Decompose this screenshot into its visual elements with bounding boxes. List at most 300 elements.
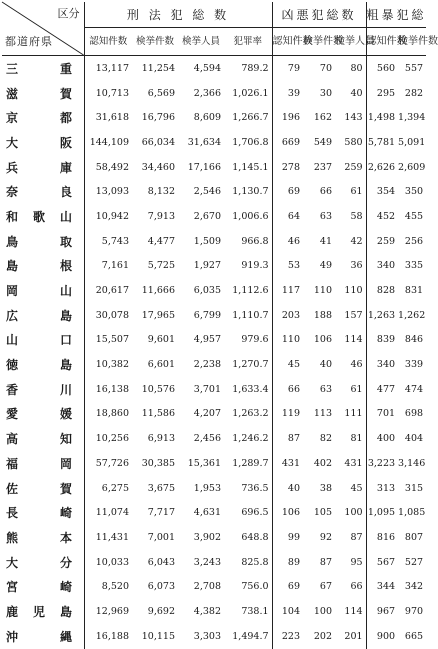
- value-cell: 18,860: [95, 408, 129, 420]
- prefecture-name: 京 都: [6, 111, 72, 126]
- table-row: [2, 500, 426, 525]
- value-cell: 344: [376, 581, 396, 593]
- value-cell: 30,385: [141, 457, 175, 469]
- value-cell: 527: [404, 556, 424, 568]
- prefecture-cell: [2, 278, 84, 303]
- value-cell: 839: [376, 334, 396, 346]
- table-row: [2, 402, 426, 427]
- value-cell: 259: [376, 235, 396, 247]
- value-cell: 40: [319, 359, 333, 371]
- value-cell: 49: [319, 260, 333, 272]
- value-cell: 807: [404, 531, 424, 543]
- value-cell: 10,942: [95, 210, 129, 222]
- value-cell: 339: [404, 359, 424, 371]
- value-cell: 61: [335, 377, 366, 402]
- value-cell: 81: [335, 426, 366, 451]
- column-header: 犯罪率: [224, 28, 272, 56]
- value-cell: 919.3: [224, 254, 272, 279]
- value-cell: 967: [376, 605, 396, 617]
- value-cell: 4,594: [193, 62, 221, 74]
- value-cell: 846: [404, 334, 424, 346]
- value-cell: 756.0: [224, 574, 272, 599]
- value-cell: 203: [281, 309, 301, 321]
- value-cell: 256: [404, 235, 424, 247]
- value-cell: 99: [287, 531, 301, 543]
- value-cell: 828: [376, 285, 396, 297]
- prefecture-name: 岡 山: [6, 284, 72, 299]
- value-cell: 2,670: [193, 210, 221, 222]
- value-cell: 17,965: [141, 309, 175, 321]
- prefecture-name: 高 知: [6, 432, 72, 447]
- value-cell: 2,456: [193, 433, 221, 445]
- prefecture-cell: [2, 451, 84, 476]
- value-cell: 2,238: [193, 359, 221, 371]
- value-cell: 5,725: [147, 260, 175, 272]
- value-cell: 4,207: [193, 408, 221, 420]
- value-cell: 1,953: [193, 482, 221, 494]
- prefecture-name: 三 重: [6, 61, 72, 76]
- value-cell: 70: [319, 62, 333, 74]
- table-row: [2, 377, 426, 402]
- table-row: [2, 303, 426, 328]
- value-cell: 3,701: [193, 383, 221, 395]
- value-cell: 970: [404, 605, 424, 617]
- value-cell: 110: [313, 285, 333, 297]
- prefecture-name: 福 岡: [6, 456, 72, 471]
- table-row: [2, 525, 426, 550]
- value-cell: 295: [376, 87, 396, 99]
- value-cell: 143: [335, 105, 366, 130]
- value-cell: 105: [313, 507, 333, 519]
- value-cell: 5,781: [367, 136, 396, 148]
- value-cell: 1,006.6: [224, 204, 272, 229]
- value-cell: 1,633.4: [224, 377, 272, 402]
- value-cell: 15,361: [187, 457, 221, 469]
- value-cell: 816: [376, 531, 396, 543]
- value-cell: 701: [376, 408, 396, 420]
- value-cell: 1,509: [193, 235, 221, 247]
- value-cell: 201: [335, 624, 366, 649]
- prefecture-name: 大 分: [6, 555, 72, 570]
- value-cell: 1,289.7: [224, 451, 272, 476]
- value-cell: 402: [313, 457, 333, 469]
- value-cell: 1,266.7: [224, 105, 272, 130]
- value-cell: 7,913: [147, 210, 175, 222]
- value-cell: 10,256: [95, 433, 129, 445]
- prefecture-name: 大 阪: [6, 135, 72, 150]
- value-cell: 567: [376, 556, 396, 568]
- value-cell: 87: [319, 556, 333, 568]
- value-cell: 119: [281, 408, 301, 420]
- value-cell: 95: [335, 550, 366, 575]
- value-cell: 64: [287, 210, 301, 222]
- table-row: [2, 179, 426, 204]
- value-cell: 17,166: [187, 161, 221, 173]
- table-row: [2, 56, 426, 81]
- value-cell: 13,093: [95, 186, 129, 198]
- prefecture-name: 広 島: [6, 308, 72, 323]
- value-cell: 6,035: [193, 285, 221, 297]
- value-cell: 557: [404, 62, 424, 74]
- value-cell: 4,631: [193, 507, 221, 519]
- value-cell: 2,609: [398, 161, 426, 173]
- value-cell: 1,112.6: [224, 278, 272, 303]
- group-header-violent: 凶悪犯総数: [272, 2, 366, 28]
- value-cell: 16,188: [95, 630, 129, 642]
- group-header-penal: 刑 法 犯 総 数: [84, 2, 272, 28]
- value-cell: 188: [313, 309, 333, 321]
- value-cell: 31,634: [187, 136, 221, 148]
- value-cell: 100: [313, 605, 333, 617]
- table-row: [2, 352, 426, 377]
- value-cell: 10,576: [141, 383, 175, 395]
- prefecture-name: 鹿 児 島: [6, 604, 72, 619]
- value-cell: 10,713: [95, 87, 129, 99]
- value-cell: 340: [376, 260, 396, 272]
- table-row: [2, 278, 426, 303]
- value-cell: 100: [335, 500, 366, 525]
- value-cell: 560: [376, 62, 396, 74]
- table-row: [2, 254, 426, 279]
- corner-label-prefecture: 都道府県: [5, 35, 53, 48]
- value-cell: 1,927: [193, 260, 221, 272]
- value-cell: 53: [287, 260, 301, 272]
- value-cell: 11,666: [141, 285, 175, 297]
- value-cell: 2,626: [367, 161, 396, 173]
- table-row: [2, 204, 426, 229]
- value-cell: 12,969: [95, 605, 129, 617]
- value-cell: 31,618: [95, 112, 129, 124]
- value-cell: 8,520: [101, 581, 129, 593]
- value-cell: 16,796: [141, 112, 175, 124]
- value-cell: 66: [287, 383, 301, 395]
- value-cell: 900: [376, 630, 396, 642]
- value-cell: 3,675: [147, 482, 175, 494]
- value-cell: 3,243: [193, 556, 221, 568]
- value-cell: 11,586: [141, 408, 175, 420]
- value-cell: 41: [319, 235, 333, 247]
- prefecture-cell: [2, 476, 84, 501]
- prefecture-cell: [2, 599, 84, 624]
- table-row: [2, 550, 426, 575]
- value-cell: 110: [281, 334, 301, 346]
- table-row: [2, 105, 426, 130]
- value-cell: 3,303: [193, 630, 221, 642]
- value-cell: 202: [313, 630, 333, 642]
- value-cell: 113: [313, 408, 333, 420]
- value-cell: 431: [281, 457, 301, 469]
- value-cell: 106: [281, 507, 301, 519]
- column-header: 認知件数: [272, 28, 303, 56]
- value-cell: 7,161: [101, 260, 129, 272]
- value-cell: 10,382: [95, 359, 129, 371]
- prefecture-cell: [2, 402, 84, 427]
- value-cell: 114: [335, 599, 366, 624]
- value-cell: 3,223: [367, 457, 396, 469]
- value-cell: 335: [404, 260, 424, 272]
- value-cell: 8,609: [193, 112, 221, 124]
- table-row: [2, 81, 426, 106]
- value-cell: 825.8: [224, 550, 272, 575]
- prefecture-cell: [2, 254, 84, 279]
- value-cell: 431: [335, 451, 366, 476]
- value-cell: 196: [281, 112, 301, 124]
- value-cell: 39: [287, 87, 301, 99]
- value-cell: 223: [281, 630, 301, 642]
- value-cell: 3,146: [398, 457, 426, 469]
- value-cell: 58: [335, 204, 366, 229]
- value-cell: 10,033: [95, 556, 129, 568]
- prefecture-cell: [2, 155, 84, 180]
- value-cell: 80: [335, 56, 366, 81]
- table-row: [2, 599, 426, 624]
- value-cell: 162: [313, 112, 333, 124]
- value-cell: 1,263.2: [224, 402, 272, 427]
- value-cell: 979.6: [224, 328, 272, 353]
- prefecture-cell: [2, 352, 84, 377]
- value-cell: 63: [319, 210, 333, 222]
- value-cell: 696.5: [224, 500, 272, 525]
- value-cell: 549: [313, 136, 333, 148]
- group-header-rough: 粗暴犯総: [366, 2, 426, 28]
- prefecture-cell: [2, 56, 84, 81]
- value-cell: 5,091: [398, 136, 426, 148]
- value-cell: 46: [287, 235, 301, 247]
- value-cell: 6,569: [147, 87, 175, 99]
- value-cell: 6,799: [193, 309, 221, 321]
- value-cell: 313: [376, 482, 396, 494]
- prefecture-name: 熊 本: [6, 530, 72, 545]
- value-cell: 20,617: [95, 285, 129, 297]
- value-cell: 110: [335, 278, 366, 303]
- value-cell: 9,601: [147, 334, 175, 346]
- value-cell: 1,262: [398, 309, 426, 321]
- value-cell: 57,726: [95, 457, 129, 469]
- value-cell: 455: [404, 210, 424, 222]
- value-cell: 354: [376, 186, 396, 198]
- prefecture-name: 香 川: [6, 382, 72, 397]
- prefecture-cell: [2, 130, 84, 155]
- value-cell: 89: [287, 556, 301, 568]
- value-cell: 87: [287, 433, 301, 445]
- prefecture-name: 宮 崎: [6, 580, 72, 595]
- value-cell: 6,275: [101, 482, 129, 494]
- value-cell: 340: [376, 359, 396, 371]
- value-cell: 87: [335, 525, 366, 550]
- prefecture-cell: [2, 500, 84, 525]
- column-header: 検挙件数: [132, 28, 178, 56]
- column-header: 検挙件数: [398, 28, 426, 56]
- value-cell: 66,034: [141, 136, 175, 148]
- value-cell: 738.1: [224, 599, 272, 624]
- value-cell: 4,382: [193, 605, 221, 617]
- table-row: [2, 130, 426, 155]
- value-cell: 648.8: [224, 525, 272, 550]
- value-cell: 40: [335, 81, 366, 106]
- prefecture-cell: [2, 624, 84, 649]
- prefecture-name: 奈 良: [6, 185, 72, 200]
- column-header: 検挙人員: [335, 28, 366, 56]
- value-cell: 104: [281, 605, 301, 617]
- value-cell: 282: [404, 87, 424, 99]
- prefecture-cell: [2, 204, 84, 229]
- prefecture-cell: [2, 426, 84, 451]
- value-cell: 1,026.1: [224, 81, 272, 106]
- value-cell: 1,145.1: [224, 155, 272, 180]
- value-cell: 4,957: [193, 334, 221, 346]
- prefecture-cell: [2, 179, 84, 204]
- value-cell: 11,254: [141, 62, 175, 74]
- value-cell: 30,078: [95, 309, 129, 321]
- table-row: [2, 229, 426, 254]
- column-header: 認知件数: [84, 28, 132, 56]
- value-cell: 1,110.7: [224, 303, 272, 328]
- value-cell: 669: [281, 136, 301, 148]
- value-cell: 1,394: [398, 112, 426, 124]
- value-cell: 7,717: [147, 507, 175, 519]
- column-header: 検挙人員: [178, 28, 224, 56]
- value-cell: 66: [319, 186, 333, 198]
- value-cell: 736.5: [224, 476, 272, 501]
- value-cell: 61: [335, 179, 366, 204]
- value-cell: 477: [376, 383, 396, 395]
- table-row: [2, 426, 426, 451]
- value-cell: 831: [404, 285, 424, 297]
- value-cell: 315: [404, 482, 424, 494]
- value-cell: 1,085: [398, 507, 426, 519]
- prefecture-cell: [2, 303, 84, 328]
- prefecture-cell: [2, 81, 84, 106]
- value-cell: 11,074: [95, 507, 129, 519]
- value-cell: 144,109: [89, 136, 129, 148]
- prefecture-cell: [2, 377, 84, 402]
- value-cell: 698: [404, 408, 424, 420]
- prefecture-cell: [2, 229, 84, 254]
- value-cell: 966.8: [224, 229, 272, 254]
- table-row: [2, 624, 426, 649]
- value-cell: 5,743: [101, 235, 129, 247]
- value-cell: 6,913: [147, 433, 175, 445]
- value-cell: 3,902: [193, 531, 221, 543]
- value-cell: 9,692: [147, 605, 175, 617]
- value-cell: 6,043: [147, 556, 175, 568]
- prefecture-name: 和 歌 山: [6, 209, 72, 224]
- value-cell: 92: [319, 531, 333, 543]
- value-cell: 452: [376, 210, 396, 222]
- column-header: 認知件数: [366, 28, 398, 56]
- value-cell: 69: [287, 186, 301, 198]
- prefecture-name: 愛 媛: [6, 407, 72, 422]
- value-cell: 38: [319, 482, 333, 494]
- value-cell: 2,708: [193, 581, 221, 593]
- prefecture-name: 島 根: [6, 259, 72, 274]
- value-cell: 1,263: [367, 309, 396, 321]
- value-cell: 400: [376, 433, 396, 445]
- prefecture-name: 兵 庫: [6, 160, 72, 175]
- value-cell: 665: [404, 630, 424, 642]
- prefecture-name: 長 崎: [6, 506, 72, 521]
- value-cell: 117: [281, 285, 301, 297]
- value-cell: 6,601: [147, 359, 175, 371]
- value-cell: 1,130.7: [224, 179, 272, 204]
- prefecture-cell: [2, 328, 84, 353]
- value-cell: 40: [287, 482, 301, 494]
- value-cell: 1,095: [367, 507, 396, 519]
- prefecture-name: 滋 賀: [6, 86, 72, 101]
- value-cell: 404: [404, 433, 424, 445]
- value-cell: 1,498: [367, 112, 396, 124]
- value-cell: 2,546: [193, 186, 221, 198]
- value-cell: 350: [404, 186, 424, 198]
- table-row: [2, 328, 426, 353]
- table-row: [2, 451, 426, 476]
- value-cell: 16,138: [95, 383, 129, 395]
- value-cell: 580: [335, 130, 366, 155]
- value-cell: 13,117: [95, 62, 129, 74]
- prefecture-cell: [2, 105, 84, 130]
- value-cell: 1,270.7: [224, 352, 272, 377]
- prefecture-cell: [2, 525, 84, 550]
- table-row: [2, 155, 426, 180]
- value-cell: 1,494.7: [224, 624, 272, 649]
- value-cell: 278: [281, 161, 301, 173]
- value-cell: 789.2: [224, 56, 272, 81]
- corner-label-category: 区分: [57, 7, 80, 20]
- prefecture-cell: [2, 550, 84, 575]
- table-row: [2, 476, 426, 501]
- value-cell: 58,492: [95, 161, 129, 173]
- value-cell: 82: [319, 433, 333, 445]
- value-cell: 30: [319, 87, 333, 99]
- value-cell: 45: [287, 359, 301, 371]
- value-cell: 237: [313, 161, 333, 173]
- value-cell: 34,460: [141, 161, 175, 173]
- value-cell: 111: [335, 402, 366, 427]
- value-cell: 1,246.2: [224, 426, 272, 451]
- prefecture-name: 山 口: [6, 333, 72, 348]
- value-cell: 2,366: [193, 87, 221, 99]
- value-cell: 11,431: [95, 531, 129, 543]
- value-cell: 46: [335, 352, 366, 377]
- crime-statistics-table: [2, 2, 438, 649]
- value-cell: 15,507: [95, 334, 129, 346]
- value-cell: 6,073: [147, 581, 175, 593]
- value-cell: 8,132: [147, 186, 175, 198]
- value-cell: 42: [335, 229, 366, 254]
- value-cell: 342: [404, 581, 424, 593]
- value-cell: 67: [319, 581, 333, 593]
- value-cell: 7,001: [147, 531, 175, 543]
- value-cell: 63: [319, 383, 333, 395]
- value-cell: 10,115: [141, 630, 175, 642]
- value-cell: 4,477: [147, 235, 175, 247]
- value-cell: 259: [335, 155, 366, 180]
- value-cell: 157: [335, 303, 366, 328]
- column-header: 検挙件数: [303, 28, 335, 56]
- value-cell: 36: [335, 254, 366, 279]
- value-cell: 69: [287, 581, 301, 593]
- prefecture-name: 沖 縄: [6, 629, 72, 644]
- prefecture-name: 佐 賀: [6, 481, 72, 496]
- value-cell: 79: [287, 62, 301, 74]
- prefecture-name: 徳 島: [6, 358, 72, 373]
- table-body: [2, 56, 426, 649]
- prefecture-name: 鳥 取: [6, 234, 72, 249]
- prefecture-cell: [2, 574, 84, 599]
- value-cell: 45: [335, 476, 366, 501]
- value-cell: 474: [404, 383, 424, 395]
- value-cell: 66: [335, 574, 366, 599]
